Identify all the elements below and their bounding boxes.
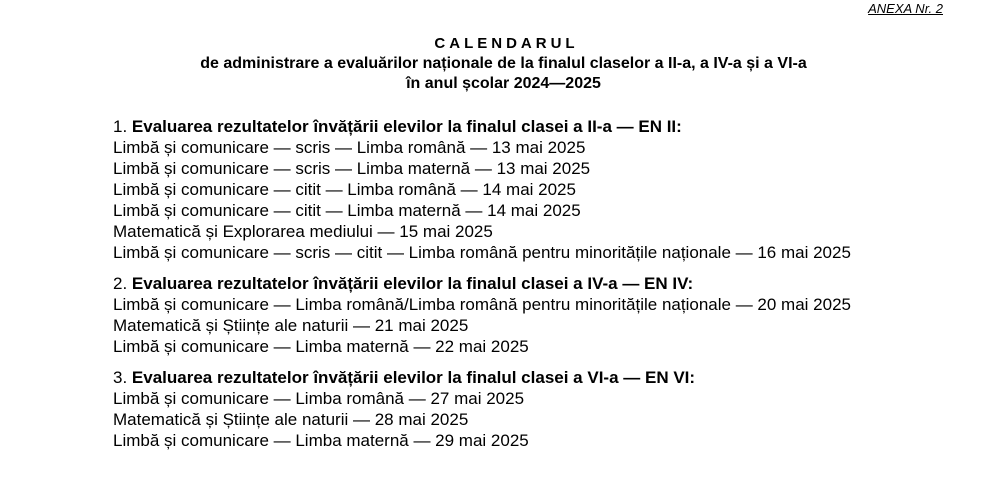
calendar-row: Limbă și comunicare — scris — Limba română — 13 mai 2025 — [113, 138, 586, 157]
section-heading — [113, 273, 993, 294]
calendar-row: Matematică și Explorarea mediului — 15 mai 2025 — [113, 222, 493, 241]
section-en-iv — [113, 273, 993, 357]
calendar-row: Limbă și comunicare — Limba română — 27 mai 2025 — [113, 389, 525, 408]
section-en-vi — [113, 367, 993, 451]
document-school-year: în anul școlar 2024—2025 — [406, 75, 601, 92]
section-title: Evaluarea rezultatelor învățării elevilor la finalul clasei a II-a — EN II: — [131, 117, 682, 136]
annex-label: ANEXA Nr. 2 — [868, 1, 943, 16]
section-title: Evaluarea rezultatelor învățării elevilor la finalul clasei a IV-a — EN IV: — [131, 274, 694, 293]
section-en-ii — [113, 116, 993, 263]
calendar-row: Matematică și Științe ale naturii — 21 mai 2025 — [113, 316, 469, 335]
calendar-row: Limbă și comunicare — citit — Limba maternă — 14 mai 2025 — [113, 201, 581, 220]
section-heading — [113, 367, 993, 388]
section-number: 1. — [113, 117, 128, 136]
section-number: 3. — [113, 368, 128, 387]
calendar-row: Limbă și comunicare — Limba română/Limba română pentru minoritățile naționale — 20 mai 2025 — [113, 295, 851, 314]
document-subtitle: de administrare a evaluărilor naționale de la finalul claselor a II-a, a IV-a și a VI-a — [200, 55, 807, 72]
document-title: CALENDARUL — [434, 35, 579, 52]
calendar-row: Limbă și comunicare — scris — Limba maternă — 13 mai 2025 — [113, 159, 591, 178]
document-header — [0, 34, 1007, 94]
section-number: 2. — [113, 274, 128, 293]
calendar-row: Matematică și Științe ale naturii — 28 mai 2025 — [113, 410, 469, 429]
calendar-row: Limbă și comunicare — Limba maternă — 29 mai 2025 — [113, 431, 529, 450]
section-heading — [113, 116, 993, 137]
calendar-row: Limbă și comunicare — citit — Limba română — 14 mai 2025 — [113, 180, 576, 199]
section-title: Evaluarea rezultatelor învățării elevilor la finalul clasei a VI-a — EN VI: — [131, 368, 696, 387]
calendar-row: Limbă și comunicare — Limba maternă — 22 mai 2025 — [113, 337, 529, 356]
calendar-content — [113, 116, 993, 451]
calendar-row: Limbă și comunicare — scris — citit — Limba română pentru minoritățile naționale — 16 mai 2025 — [113, 243, 851, 262]
